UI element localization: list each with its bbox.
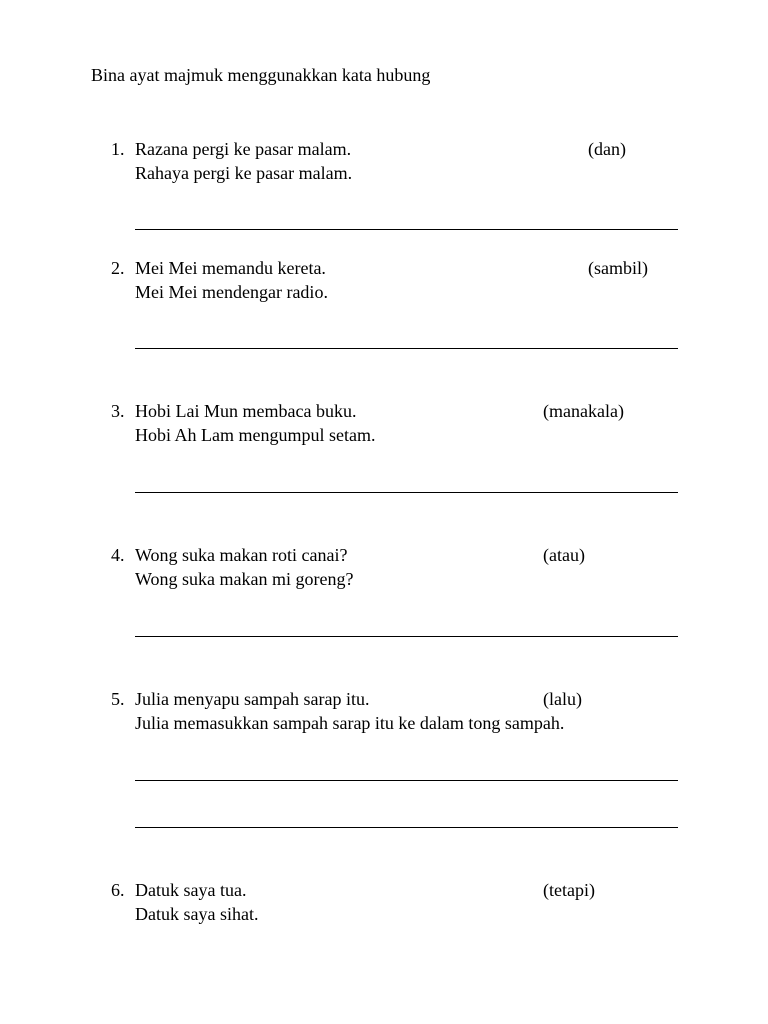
question-sentence-2: Hobi Ah Lam mengumpul setam. — [135, 425, 376, 445]
question-number: 5. — [111, 689, 125, 709]
conjunction-hint: (tetapi) — [543, 880, 595, 900]
question-number: 6. — [111, 880, 125, 900]
question-sentence-2: Datuk saya sihat. — [135, 904, 259, 924]
question-sentence-2: Wong suka makan mi goreng? — [135, 569, 354, 589]
question-sentence-1: Julia menyapu sampah sarap itu. — [135, 689, 370, 709]
question-sentence-1: Hobi Lai Mun membaca buku. — [135, 401, 357, 421]
answer-line-3[interactable] — [135, 492, 678, 493]
answer-line-5a[interactable] — [135, 780, 678, 781]
question-number: 1. — [111, 139, 125, 159]
question-sentence-2: Julia memasukkan sampah sarap itu ke dalam tong sampah. — [135, 713, 565, 733]
question-sentence-2: Rahaya pergi ke pasar malam. — [135, 163, 353, 183]
conjunction-hint: (atau) — [543, 545, 585, 565]
answer-line-1[interactable] — [135, 229, 678, 230]
question-number: 4. — [111, 545, 125, 565]
question-sentence-2: Mei Mei mendengar radio. — [135, 282, 328, 302]
answer-line-4[interactable] — [135, 636, 678, 637]
question-sentence-1: Mei Mei memandu kereta. — [135, 258, 326, 278]
worksheet-title: Bina ayat majmuk menggunakkan kata hubung — [91, 65, 431, 85]
conjunction-hint: (lalu) — [543, 689, 582, 709]
conjunction-hint: (dan) — [588, 139, 626, 159]
question-number: 3. — [111, 401, 125, 421]
conjunction-hint: (sambil) — [588, 258, 648, 278]
question-sentence-1: Wong suka makan roti canai? — [135, 545, 348, 565]
question-number: 2. — [111, 258, 125, 278]
answer-line-5b[interactable] — [135, 827, 678, 828]
question-sentence-1: Razana pergi ke pasar malam. — [135, 139, 352, 159]
answer-line-2[interactable] — [135, 348, 678, 349]
question-sentence-1: Datuk saya tua. — [135, 880, 247, 900]
conjunction-hint: (manakala) — [543, 401, 624, 421]
